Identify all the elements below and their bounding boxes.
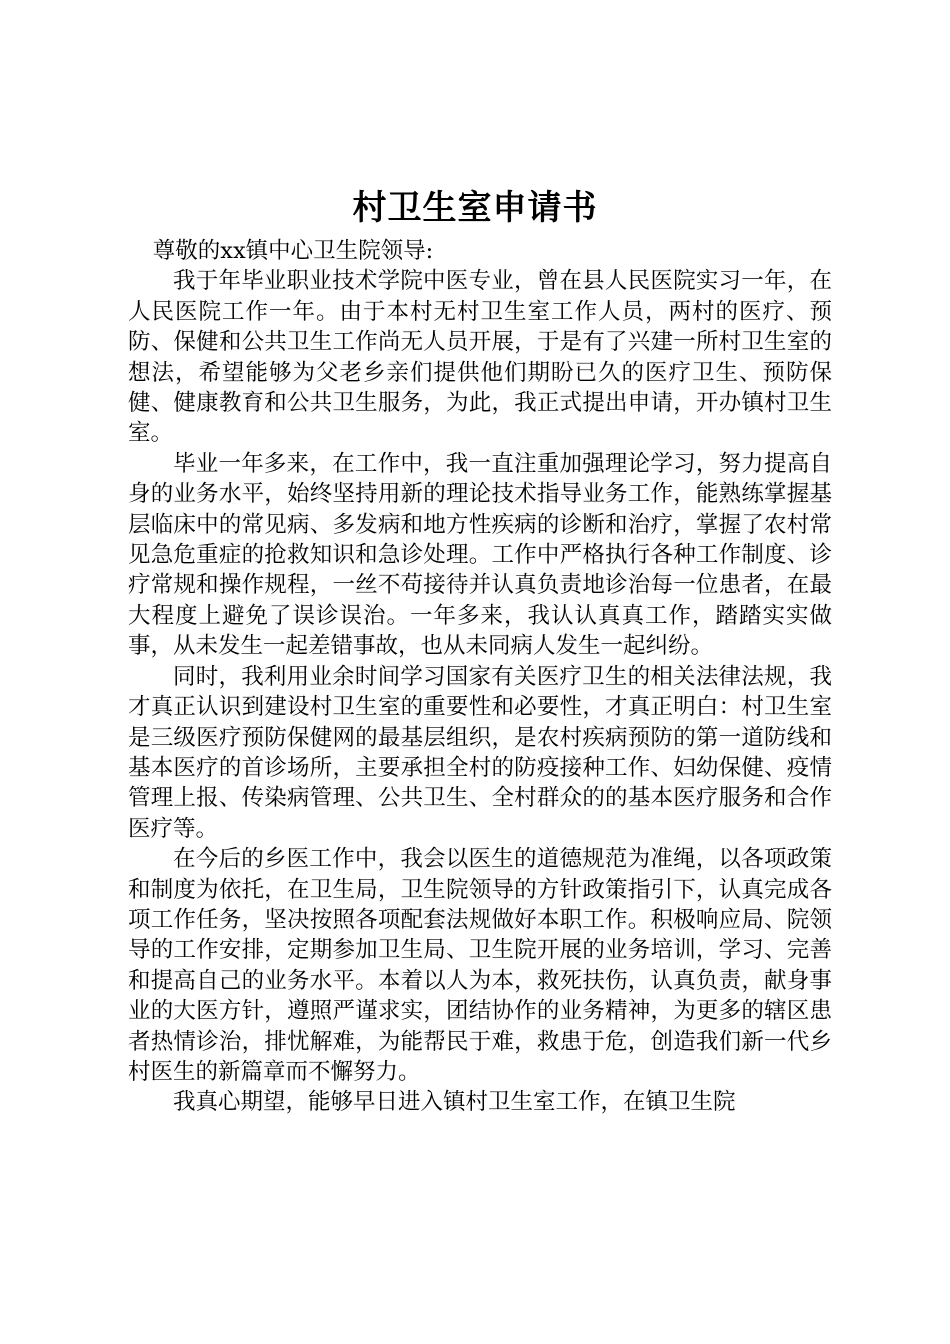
paragraph-5: 我真心期望，能够早日进入镇村卫生室工作，在镇卫生院 <box>173 1089 736 1116</box>
paragraph-3: 同时，我利用业余时间学习国家有关医疗卫生的相关法律法规，我才真正认识到建设村卫生室的重要性和必要性，才真正明白：村卫生室是三级医疗预防保健网的最基层组织，是农村疾病预防的第一道防线和基本医疗的首诊场所，主要承担全村的防疫接种工作、妇幼保健、疫情管理上报、传染病管理、公共卫生、全村群众的的基本医疗服务和合作医疗等。 <box>128 663 832 842</box>
document-body <box>128 236 832 1118</box>
paragraph-2: 毕业一年多来，在工作中，我一直注重加强理论学习，努力提高自身的业务水平，始终坚持用新的理论技术指导业务工作，能熟练掌握基层临床中的常见病、多发病和地方性疾病的诊断和治疗，掌握了农村常见急危重症的抢救知识和急诊处理。工作中严格执行各种工作制度、诊疗常规和操作规程，一丝不苟接待并认真负责地诊治每一位患者，在最大程度上避免了误诊误治。一年多来，我认认真真工作，踏踏实实做事，从未发生一起差错事故，也从未同病人发生一起纠纷。 <box>128 450 832 660</box>
paragraph-4: 在今后的乡医工作中，我会以医生的道德规范为准绳，以各项政策和制度为依托，在卫生局，卫生院领导的方针政策指引下，认真完成各项工作任务，坚决按照各项配套法规做好本职工作。积极响应局、院领导的工作安排，定期参加卫生局、卫生院开展的业务培训，学习、完善和提高自己的业务水平。本着以人为本，救死扶伤，认真负责，献身事业的大医方针，遵照严谨求实，团结协作的业务精神，为更多的辖区患者热情诊治，排忧解难，为能帮民于难，救患于危，创造我们新一代乡村医生的新篇章而不懈努力。 <box>128 846 832 1085</box>
document-title: 村卫生室申请书 <box>352 188 598 228</box>
salutation: 尊敬的xx镇中心卫生院领导: <box>152 238 434 264</box>
paragraph-1: 我于年毕业职业技术学院中医专业，曾在县人民医院实习一年，在人民医院工作一年。由于本村无村卫生室工作人员，两村的医疗、预防、保健和公共卫生工作尚无人员开展，于是有了兴建一所村卫生室的想法，希望能够为父老乡亲们提供他们期盼已久的医疗卫生、预防保健、健康教育和公共卫生服务，为此，我正式提出申请，开办镇村卫生室。 <box>128 268 832 447</box>
